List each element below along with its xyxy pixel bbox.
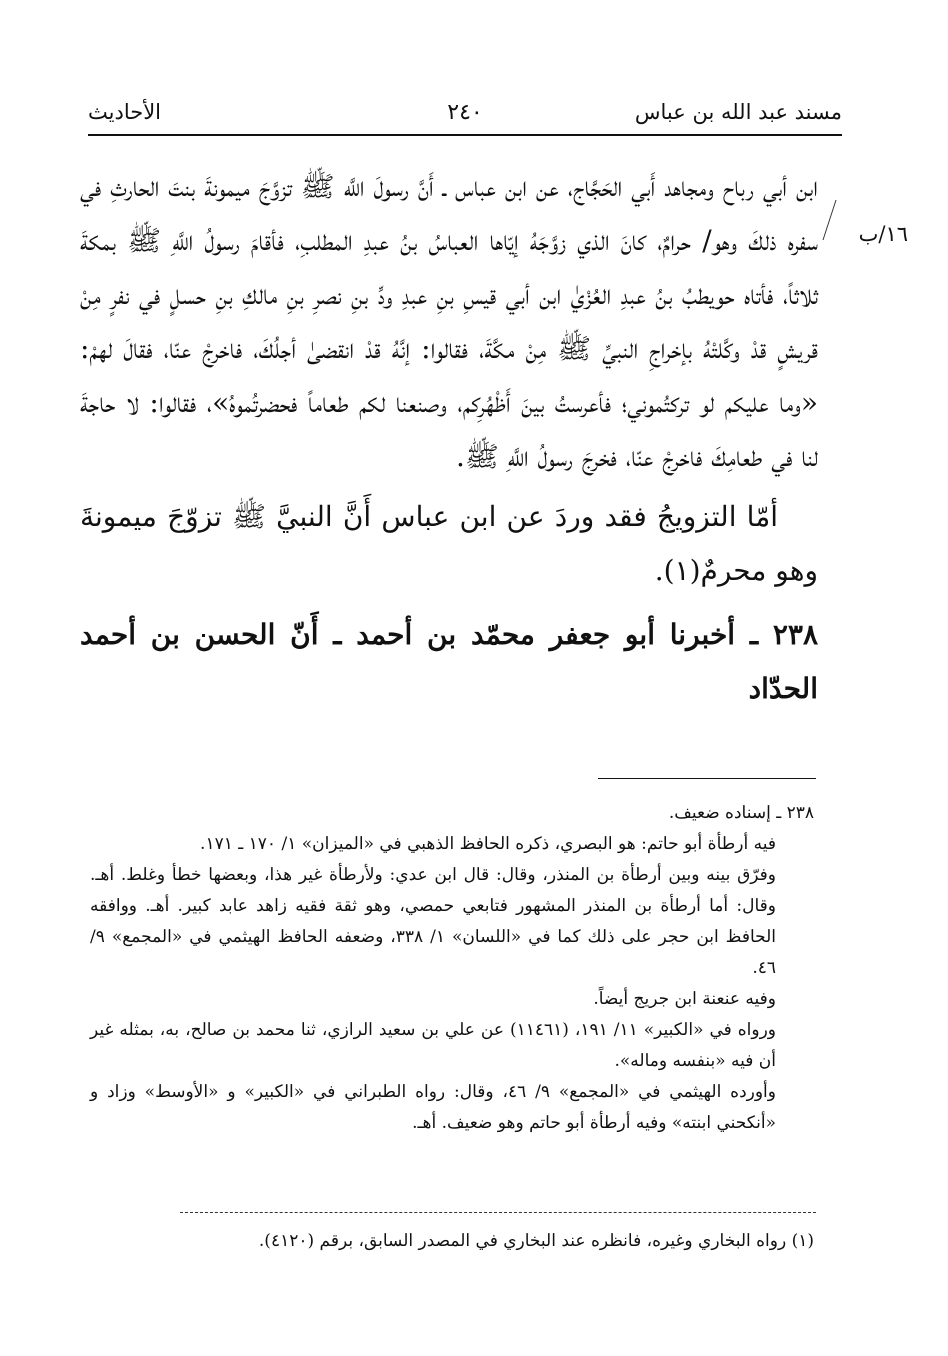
footnote-body [90,829,814,1139]
footnote-line: وفرّق بينه وبين أرطأة بن المنذر، وقال: قال ابن عدي: ولأرطأة غير هذا، وبعضها خطأ وغلط. أهـ. وقال: أما أرطأة بن المنذر المشهور فتابعي حمصي، وهو ثقة فقيه زاهد عابد كبير. أهـ. ووافقه الحافظ ابن حجر على ذلك كما في «اللسان» ١/ ٣٣٨، وضعفه الحافظ الهيثمي في «المجمع» ٩/ ٤٦. [90,865,777,978]
footnote-rule [598,778,816,779]
main-paragraph: أمّا التزويجُ فقد وردَ عن ابن عباس أَنَّ النبيَّ ﷺ تزوّجَ ميمونةَ وهو محرمٌ(١). [80,500,818,587]
footnote-heading: ٢٣٨ ـ إسناده ضعيف. [668,803,814,823]
footnotes [90,798,814,1139]
reference-footnote: (١) رواه البخاري وغيره، فانظره عند البخاري في المصدر السابق، برقم (٤١٢٠). [258,1231,814,1251]
book-title: مسند عبد الله بن عباس [634,100,842,124]
footnote-line: وأورده الهيثمي في «المجمع» ٩/ ٤٦، وقال: رواه الطبراني في «الكبير» و «الأوسط» وزاد و «أنكحني ابنته» وفيه أرطأة أبو حاتم وهو ضعيف. أهـ. [90,1082,776,1133]
footnote-line: فيه أرطأة أبو حاتم: هو البصري، ذكره الحافظ الذهبي في «الميزان» ١/ ١٧٠ ـ ١٧١. [200,834,776,854]
page-header [88,92,842,132]
hadith-heading: ٢٣٨ ـ أخبرنا أبو جعفر محمّد بن أحمد ـ أَنّ الحسن بن أحمد الحدّاد [80,618,818,705]
footnote-line: ورواه في «الكبير» ١١/ ١٩١، (١١٤٦١) عن علي بن سعيد الرازي، ثنا محمد بن صالح، به، بمثله غير أن فيه «بنفسه وماله». [90,1020,777,1071]
footnote-line: وفيه عنعنة ابن جريج أيضاً. [593,989,776,1009]
section-title: الأحاديث [88,100,162,124]
main-text [80,160,818,716]
page-number: ٢٤٠ [447,100,483,125]
manuscript-folio-note: ١٦/ب [858,222,908,246]
main-paragraph: ابن أبي رباح ومجاهد أَبي الحَجَّاج، عن ابن عباس ـ أَنَّ رسولَ اللَّه ﷺ تزوَّجَ ميمونةَ بنتَ الحارثِ في سفره ذلكَ وهو/ حرامٌ، كانَ الذي زوَّجَهُ إيّاها العباسُ بنُ عبدِ المطلبِ، فأقامَ رسولُ اللَّهِ ﷺ بمكةَ ثلاثاً، فأتاه حويطبُ بنُ عبدِ العُزْيٰ ابن أبي قيسِ بنِ عبدِ ودِّ بنِ نصرِ بنِ مالكِ بنِ حسلٍ في نفرٍ مِنْ قريشٍ قدْ وكَّلتْهُ بإخراجِ النبيِّ ﷺ مِنْ مكَّةَ، فقالوا: إنَّهُ قدْ انقضىٰ أجلُكَ، فاخرجْ عنّا، فقالَ لهمْ: «وما عليكم لو تركتُموني؛ فأعرستُ بينَ أَظْهُرِكم، وصنعنا لكم طعاماً فحضرتُموهُ»، فقالوا: لا حاجةَ لنا في طعامِكَ فاخرجْ عنّا، فخرجَ رسولُ اللَّهِ ﷺ. [80,170,818,473]
footnote-dashed-rule [180,1212,816,1213]
header-rule [88,134,842,136]
